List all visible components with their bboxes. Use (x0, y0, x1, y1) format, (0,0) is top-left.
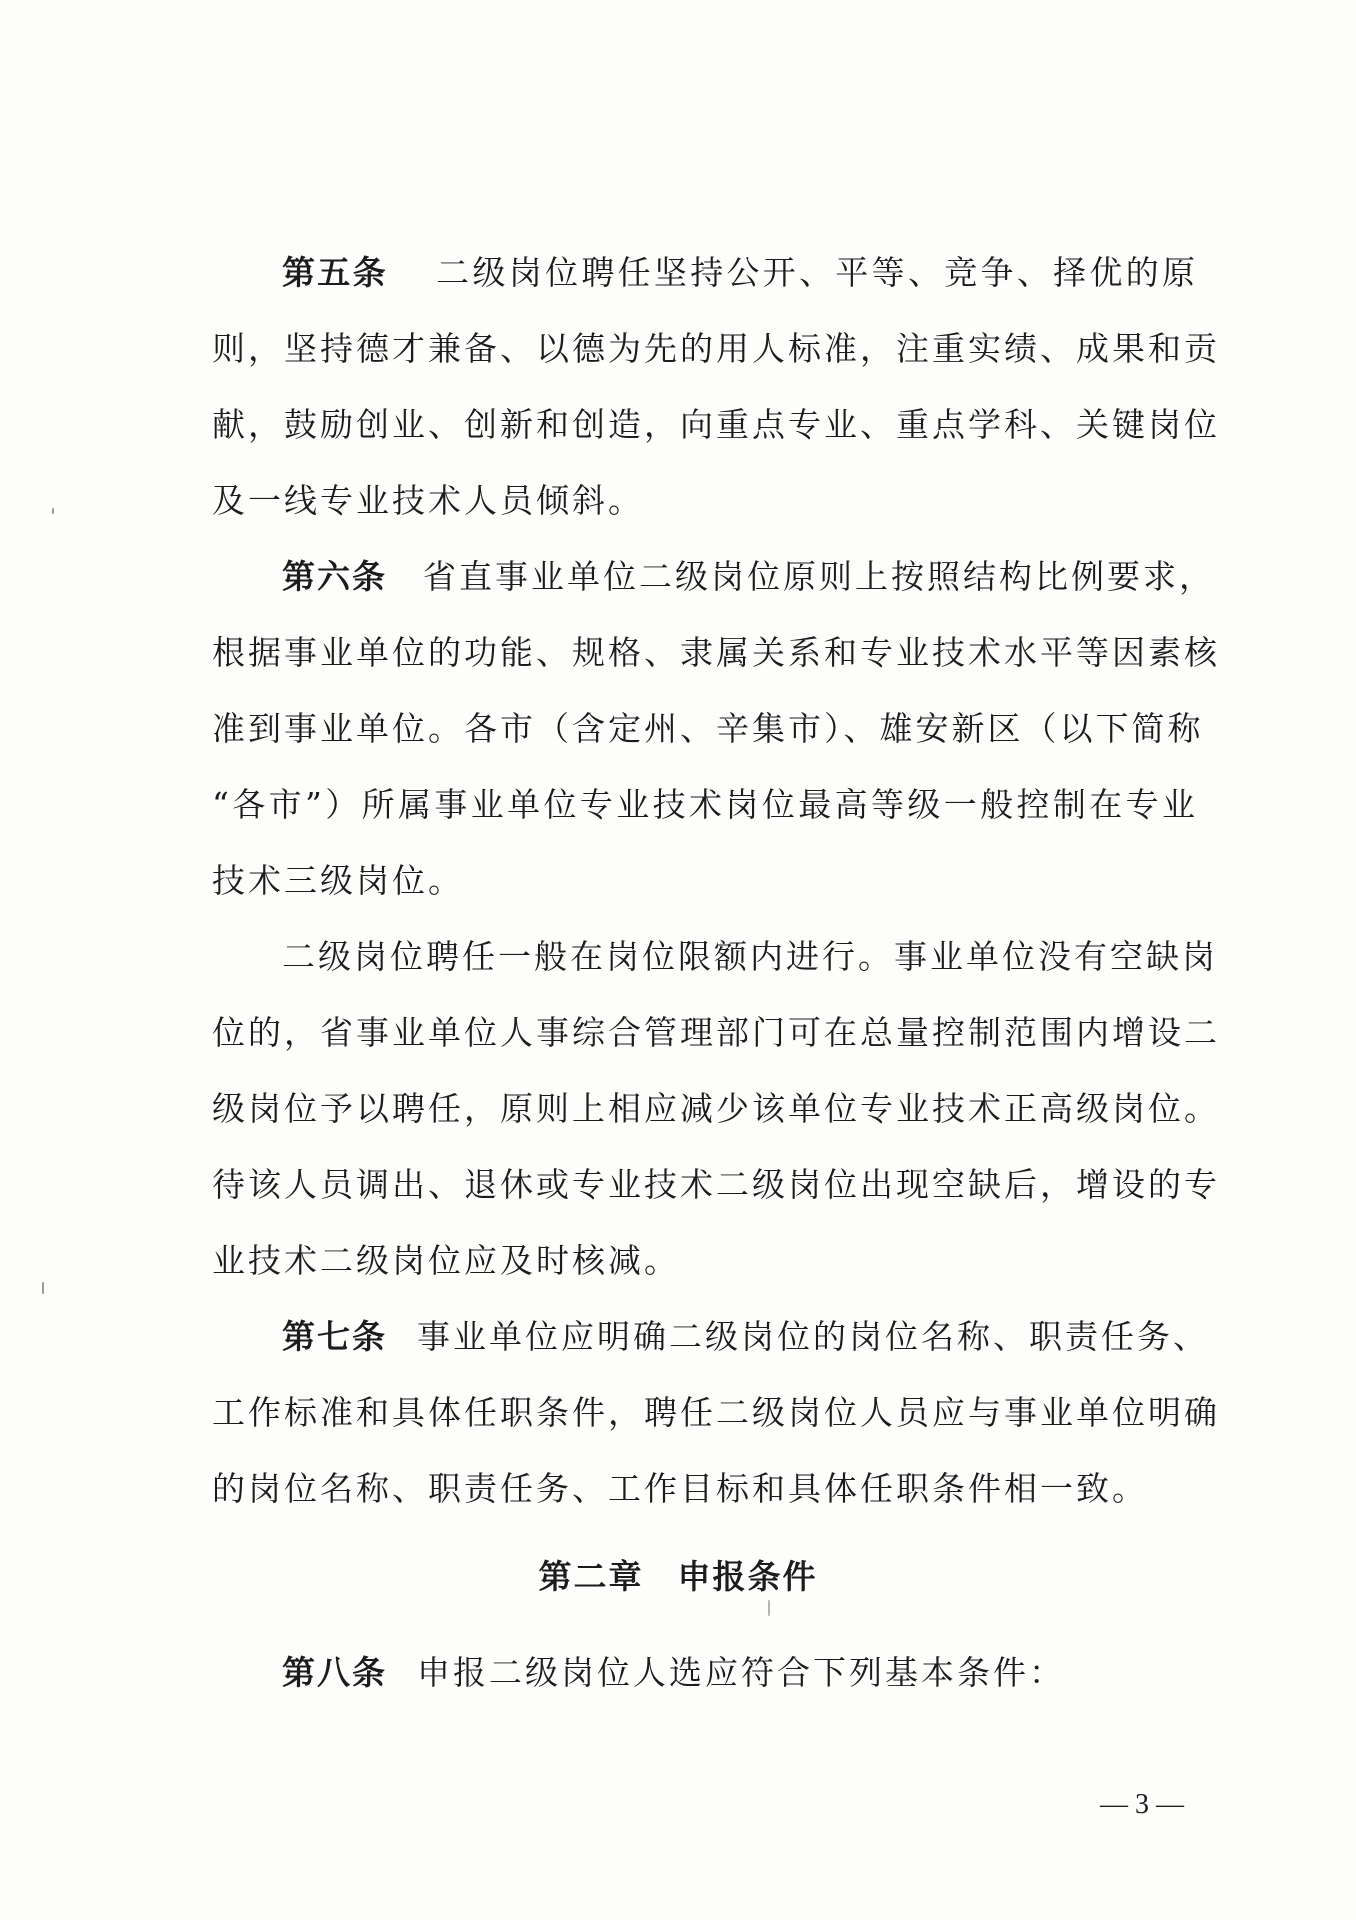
article-6-para2-line-1: 二级岗位聘任一般在岗位限额内进行。事业单位没有空缺岗 (282, 937, 1218, 976)
chapter-heading (0, 1557, 1356, 1597)
article-8-line-1: 第八条 申报二级岗位人选应符合下列基本条件： (282, 1653, 1065, 1692)
article-8-lead: 第八条 (282, 1653, 387, 1692)
article-7-line-1: 第七条 事业单位应明确二级岗位的岗位名称、职责任务、 (282, 1317, 1209, 1356)
article-7-lead: 第七条 (282, 1317, 387, 1356)
article-6-line-3: 准到事业单位。各市（含定州、辛集市）、雄安新区（以下简称 (212, 709, 1204, 748)
chapter-number: 第二章 (538, 1557, 644, 1596)
page-number: — 3 — (1100, 1789, 1184, 1820)
article-5-line-2: 则，坚持德才兼备、以德为先的用人标准，注重实绩、成果和贡 (212, 329, 1220, 368)
article-6-lead: 第六条 (282, 557, 387, 596)
scan-speck (52, 508, 54, 514)
article-7-line-2: 工作标准和具体任职条件，聘任二级岗位人员应与事业单位明确 (212, 1393, 1220, 1432)
article-6-line-5: 技术三级岗位。 (212, 861, 464, 900)
article-6-para2-line-5: 业技术二级岗位应及时核减。 (212, 1241, 680, 1280)
article-6-line-1: 第六条 省直事业单位二级岗位原则上按照结构比例要求， (282, 557, 1215, 596)
article-7-line-3: 的岗位名称、职责任务、工作目标和具体任职条件相一致。 (212, 1469, 1148, 1508)
article-5-line-4: 及一线专业技术人员倾斜。 (212, 481, 644, 520)
article-6-para2-line-3: 级岗位予以聘任，原则上相应减少该单位专业技术正高级岗位。 (212, 1089, 1220, 1128)
article-6-para2-line-4: 待该人员调出、退休或专业技术二级岗位出现空缺后，增设的专 (212, 1165, 1220, 1204)
scan-speck (42, 1282, 44, 1294)
chapter-title: 申报条件 (677, 1557, 818, 1596)
article-6-line-4: “各市”）所属事业单位专业技术岗位最高等级一般控制在专业 (212, 785, 1198, 824)
article-6-para2-line-2: 位的，省事业单位人事综合管理部门可在总量控制范围内增设二 (212, 1013, 1220, 1052)
article-6-line-2: 根据事业单位的功能、规格、隶属关系和专业技术水平等因素核 (212, 633, 1220, 672)
article-5-line-1: 第五条 二级岗位聘任坚持公开、平等、竞争、择优的原 (282, 253, 1198, 292)
article-5-lead: 第五条 (282, 253, 388, 292)
scan-speck (768, 1600, 770, 1616)
article-5-line-3: 献，鼓励创业、创新和创造，向重点专业、重点学科、关键岗位 (212, 405, 1220, 444)
